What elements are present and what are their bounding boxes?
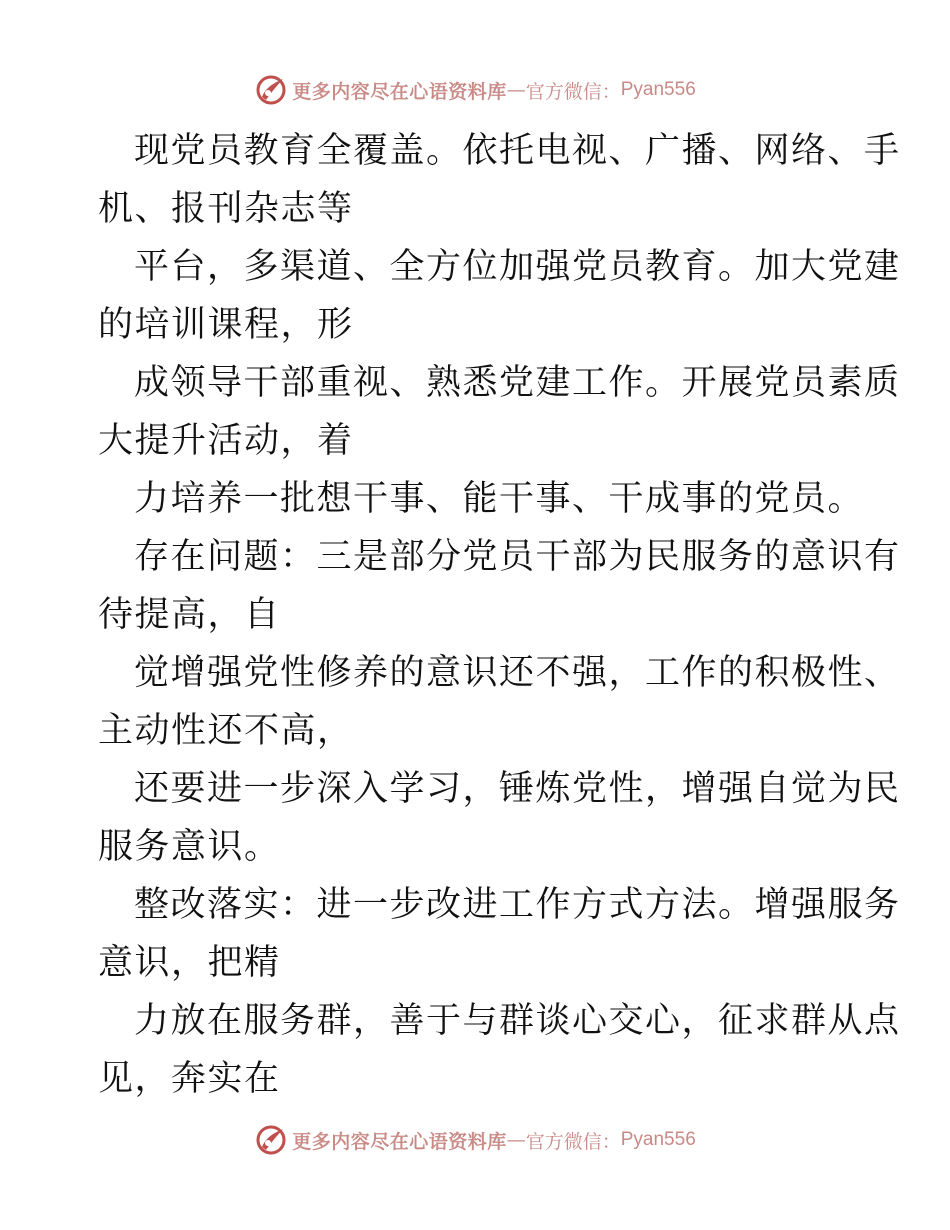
paragraph-line: 机、报刊杂志等 <box>98 189 354 229</box>
banner-wechat-id: Pyan556 <box>620 79 696 100</box>
paragraph <box>98 992 901 1108</box>
paragraph-line: 现党员教育全覆盖。依托电视、广播、网络、手 <box>134 131 901 171</box>
paragraph <box>98 528 901 644</box>
red-brush-seal-icon <box>254 73 288 107</box>
banner-official-label: 官方微信： <box>525 1130 621 1153</box>
paragraph-line: 力放在服务群，善于与群谈心交心，征求群从点 <box>134 1001 901 1041</box>
paragraph-line: 主动性还不高， <box>98 711 354 751</box>
paragraph-line: 大提升活动，着 <box>98 421 354 461</box>
banner-brand-text: 更多内容尽在心语资料库 <box>292 80 507 103</box>
document-body <box>98 122 901 1108</box>
header-banner <box>0 70 950 110</box>
paragraph-line: 整改落实：进一步改进工作方式方法。增强服务 <box>134 885 901 925</box>
banner-separator: — <box>506 1129 526 1151</box>
red-brush-seal-icon <box>254 1123 288 1157</box>
paragraph <box>98 122 901 238</box>
paragraph-line: 意识，把精 <box>98 943 281 983</box>
paragraph <box>98 760 901 876</box>
paragraph-line: 力培养一批想干事、能干事、干成事的党员。 <box>134 479 865 519</box>
paragraph-line: 见，奔实在 <box>98 1059 281 1099</box>
paragraph-line: 待提高，自 <box>98 595 281 635</box>
banner-separator: — <box>506 79 526 101</box>
banner-official-label: 官方微信： <box>525 80 621 103</box>
paragraph-line: 平台，多渠道、全方位加强党员教育。加大党建 <box>134 247 901 287</box>
banner-brand-text: 更多内容尽在心语资料库 <box>292 1130 507 1153</box>
paragraph-line: 服务意识。 <box>98 827 281 867</box>
banner-wechat-id: Pyan556 <box>620 1129 696 1150</box>
footer-banner <box>0 1120 950 1160</box>
paragraph <box>98 470 865 528</box>
paragraph-line: 觉增强党性修养的意识还不强，工作的积极性、 <box>134 653 901 693</box>
paragraph <box>98 644 901 760</box>
paragraph-line: 的培训课程，形 <box>98 305 354 345</box>
paragraph <box>98 876 901 992</box>
paragraph <box>98 354 901 470</box>
paragraph <box>98 238 901 354</box>
paragraph-line: 还要进一步深入学习，锤炼党性，增强自觉为民 <box>134 769 901 809</box>
paragraph-line: 存在问题：三是部分党员干部为民服务的意识有 <box>134 537 901 577</box>
paragraph-line: 成领导干部重视、熟悉党建工作。开展党员素质 <box>134 363 901 403</box>
